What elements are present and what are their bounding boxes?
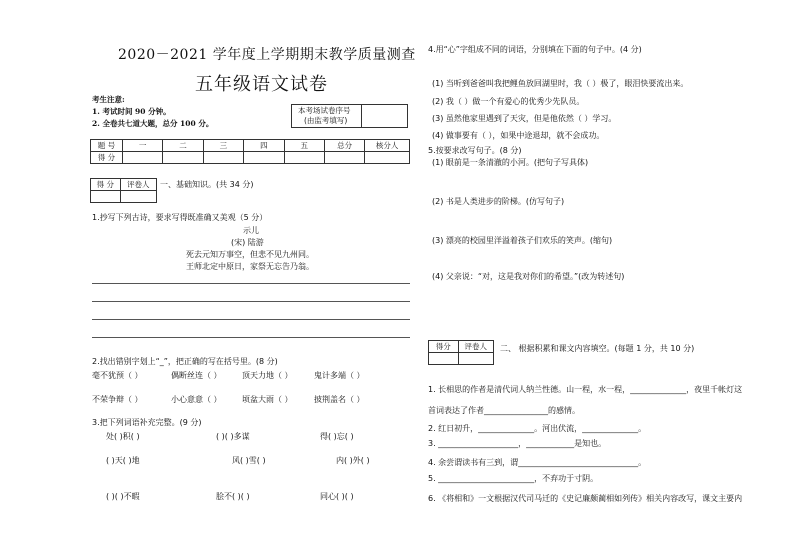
invigilator-note: (由监考填写) xyxy=(304,116,348,125)
fill-item: 4. 余尝谓读书有三到，谓______________________________。 xyxy=(428,458,647,467)
q5-item: (4) 父亲说：“对，这是我对你们的希望。”(改为转述句) xyxy=(432,272,625,281)
q4-item: (1) 当听到爸爸叫我把鲤鱼放回湖里时，我（ ）极了，眼泪快要流出来。 xyxy=(432,79,689,88)
q1-prompt: 1.抄写下列古诗，要求写得既准确又美观（5 分） xyxy=(92,213,268,222)
score-table-header: 总分 xyxy=(324,140,364,152)
q4-item: (2) 我（ ）做一个有爱心的优秀少先队员。 xyxy=(432,97,585,106)
fill-item: 6. 《将相和》一文根据汉代司马迁的《史记廉颇蔺相如列传》相关内容改写，课文主要内 xyxy=(428,494,743,503)
score-table-row-label: 得 分 xyxy=(91,152,123,164)
writing-line[interactable] xyxy=(92,301,410,302)
invigilator-label: 本考场试卷序号 xyxy=(298,106,351,115)
score-table-header: 一 xyxy=(122,140,162,152)
poem-author: (宋) 陆游 xyxy=(231,238,264,247)
q2-item: 顷盆大雨（ ） xyxy=(242,395,293,404)
invigilator-box xyxy=(291,104,408,128)
grader-score-cell[interactable] xyxy=(429,353,459,365)
q2-item: 顶天力地（ ） xyxy=(242,371,293,380)
q5-item: (1) 眼前是一条清澈的小河。(把句子写具体) xyxy=(432,158,589,167)
score-cell[interactable] xyxy=(163,152,203,164)
score-table-header: 核分人 xyxy=(365,140,410,152)
grader-score-label: 得分 xyxy=(429,341,459,353)
q3-item: ( )天( )地 xyxy=(106,456,140,465)
score-cell[interactable] xyxy=(324,152,364,164)
writing-line[interactable] xyxy=(92,319,410,320)
grader-name-cell[interactable] xyxy=(458,353,493,365)
q2-prompt: 2.找出错别字划上“_”，把正确的写在括号里。(8 分) xyxy=(92,357,278,366)
q3-item: 内( )外( ) xyxy=(336,456,370,465)
score-cell[interactable] xyxy=(244,152,284,164)
q5-item: (2) 书是人类进步的阶梯。(仿写句子) xyxy=(432,197,565,206)
grader-box-2 xyxy=(428,340,494,365)
fill-item: 3. ____________________，____________是知也。 xyxy=(428,439,607,448)
grader-score-cell[interactable] xyxy=(91,191,121,203)
score-table-header: 三 xyxy=(203,140,243,152)
notice-line-1: 1. 考试时间 90 分钟。 xyxy=(92,107,171,116)
q2-item: 小心意意（ ） xyxy=(171,395,222,404)
q5-item: (3) 漂亮的校园里洋溢着孩子们欢乐的笑声。(缩句) xyxy=(432,236,613,245)
score-table-header: 五 xyxy=(284,140,324,152)
grader-name-cell[interactable] xyxy=(120,191,156,203)
q3-item: 脍不( )( ) xyxy=(216,492,250,501)
q5-prompt: 5.按要求改写句子。(8 分) xyxy=(428,146,522,155)
score-table-header: 四 xyxy=(244,140,284,152)
score-cell[interactable] xyxy=(203,152,243,164)
q3-item: 同心( )( ) xyxy=(320,492,354,501)
q4-item: (4) 做事要有（ ），如果中途退却，就不会成功。 xyxy=(432,131,605,140)
q3-item: ( )( )不暇 xyxy=(106,492,140,501)
score-table xyxy=(90,139,410,164)
notice-line-2: 2. 全卷共七道大题，总分 100 分。 xyxy=(92,119,214,128)
score-table-header: 二 xyxy=(163,140,203,152)
grader-score-label: 得 分 xyxy=(91,179,121,191)
q3-item: 处( )积( ) xyxy=(106,432,140,441)
q2-item: 鬼计多端（ ） xyxy=(314,371,365,380)
fill-item: 1. 长相思的作者是清代词人纳兰性德。山一程，水一程，______________，夜里千帐灯这 xyxy=(428,385,743,394)
score-cell[interactable] xyxy=(365,152,410,164)
q4-item: (3) 虽然他家里遇到了天灾，但是他依然（ ）学习。 xyxy=(432,114,617,123)
q3-prompt: 3.把下列词语补充完整。(9 分) xyxy=(92,418,202,427)
poem-line-2: 王师北定中原日，家祭无忘告乃翁。 xyxy=(186,262,314,271)
section-2-heading: 二、 根据积累和课文内容填空。(每题 1 分，共 10 分) xyxy=(500,344,695,353)
q2-item: 毫不犹预（ ） xyxy=(92,371,143,380)
fill-item: 5. ________________________，不弃功于寸阴。 xyxy=(428,474,599,483)
fill-item: 2. 红日初升，______________。河出伏流，______________。 xyxy=(428,424,647,433)
grader-name-label: 评卷人 xyxy=(120,179,156,191)
q2-item: 偶断丝连（ ） xyxy=(171,371,222,380)
q3-item: 风( )雪( ) xyxy=(232,456,266,465)
score-cell[interactable] xyxy=(284,152,324,164)
notice-heading: 考生注意: xyxy=(92,95,125,104)
exam-subtitle: 五年级语文试卷 xyxy=(195,74,328,95)
q3-item: ( )( )多谋 xyxy=(216,432,250,441)
section-1-heading: 一、基础知识。(共 34 分) xyxy=(160,180,254,189)
grader-name-label: 评卷人 xyxy=(458,341,493,353)
exam-title: 2020－2021 学年度上学期期末教学质量测查 xyxy=(118,47,416,63)
grader-box-1 xyxy=(90,178,157,203)
q4-prompt: 4.用“心”字组成不同的词语，分别填在下面的句子中。(4 分) xyxy=(428,45,642,54)
q2-item: 披荆盖名（ ） xyxy=(314,395,365,404)
writing-line[interactable] xyxy=(92,283,410,284)
poem-line-1: 死去元知万事空，但悲不见九州同。 xyxy=(186,250,314,259)
score-table-header: 题 号 xyxy=(91,140,123,152)
q3-item: 得( )忘( ) xyxy=(320,432,354,441)
q2-item: 不荣争辩（ ） xyxy=(92,395,143,404)
score-cell[interactable] xyxy=(122,152,162,164)
poem-title: 示儿 xyxy=(243,226,259,235)
fill-item: 首词表达了作者________________的感情。 xyxy=(428,406,580,415)
writing-line[interactable] xyxy=(92,337,410,338)
